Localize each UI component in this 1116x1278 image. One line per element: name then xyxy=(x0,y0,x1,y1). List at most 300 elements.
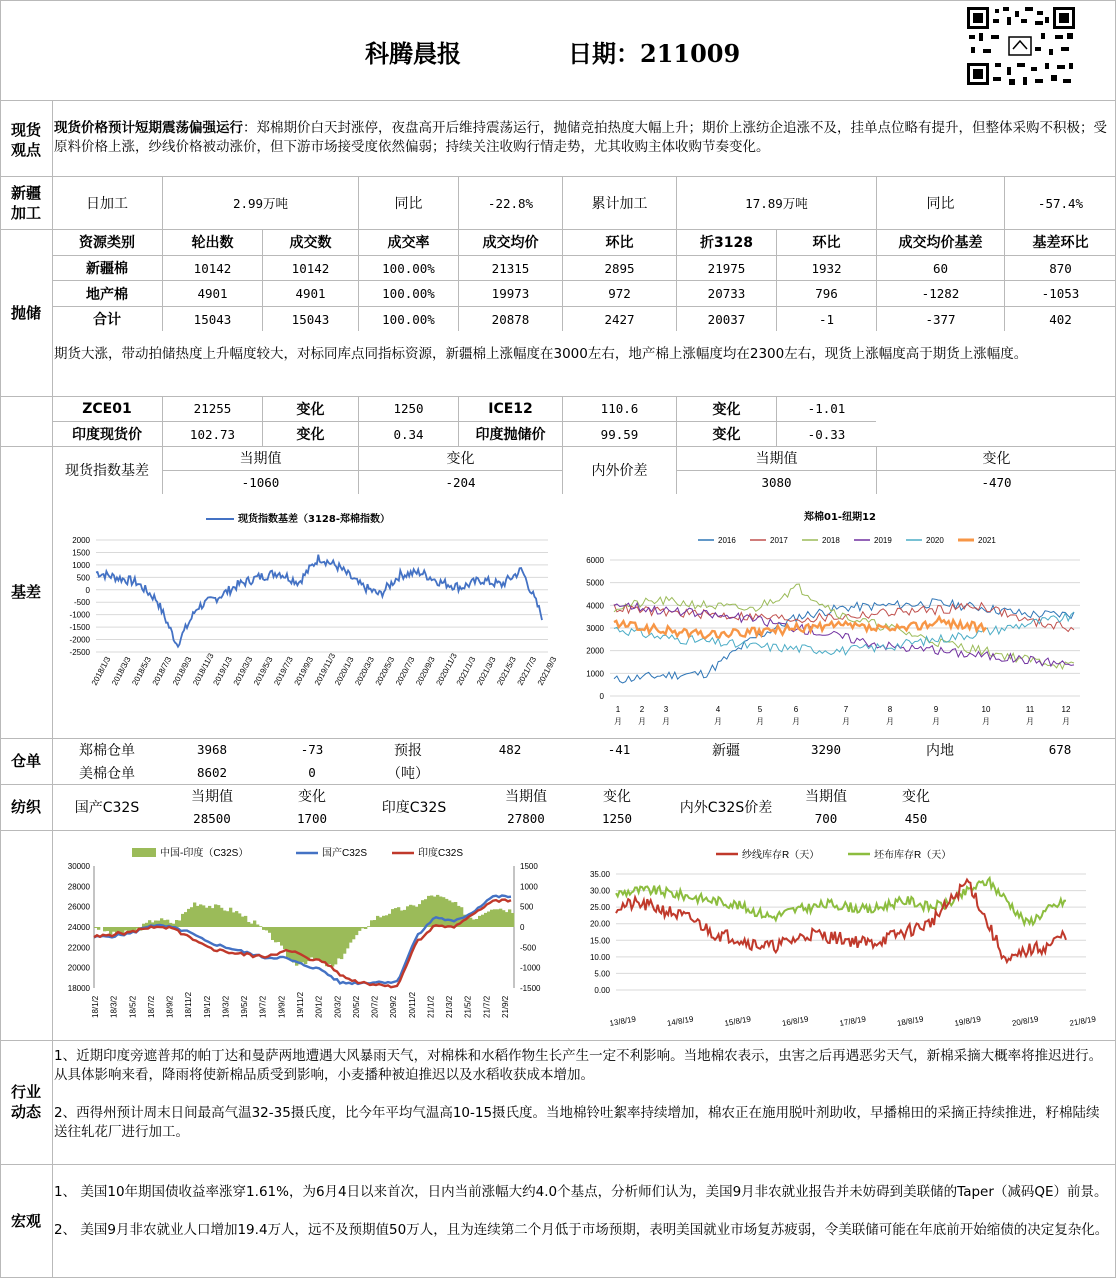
legend-label: 2020 xyxy=(926,536,944,545)
x-tick-label: 2018/11/3 xyxy=(191,651,216,687)
series-line xyxy=(616,878,1066,924)
bar xyxy=(175,920,178,927)
y-tick-label: 30000 xyxy=(67,862,90,871)
section-macro-label: 宏观 xyxy=(10,1212,41,1230)
y-tick-label: 1000 xyxy=(586,669,604,679)
bar xyxy=(421,900,424,927)
forecast-unit: （吨） xyxy=(387,765,429,782)
x-tick-label: 10 xyxy=(981,705,991,714)
reserve-cell: 21315 xyxy=(458,255,562,280)
reserve-cell: 10142 xyxy=(262,255,358,280)
bar xyxy=(187,909,190,927)
domestic-current-value: 28500 xyxy=(193,811,231,826)
bar xyxy=(454,902,457,927)
y2-tick-label: 0 xyxy=(520,923,525,932)
y2-tick-label: -500 xyxy=(520,943,537,953)
basis-table xyxy=(52,446,1116,494)
reserve-cell: 20037 xyxy=(676,306,776,331)
legend-label: 坯布库存R（天） xyxy=(874,850,952,861)
x-tick-label: 19/5/2 xyxy=(240,995,250,1018)
x-tick-label: 2020/7/3 xyxy=(393,655,417,687)
x-tick-label: 19/11/2 xyxy=(296,991,305,1018)
bar xyxy=(316,927,319,960)
x-tick-label: 2021/5/3 xyxy=(495,655,518,687)
bar xyxy=(265,927,268,930)
bar xyxy=(388,914,391,927)
futures-cell: 102.73 xyxy=(162,421,262,446)
bar xyxy=(364,927,367,929)
bar xyxy=(196,906,199,927)
reserve-cell: 972 xyxy=(562,280,676,306)
india-current-value: 27800 xyxy=(507,811,545,826)
bar xyxy=(235,911,238,927)
legend-label: 现货指数基差（3128-郑棉指数） xyxy=(238,514,390,525)
bar xyxy=(202,905,205,927)
bar xyxy=(394,908,397,927)
bar xyxy=(229,908,232,927)
bar xyxy=(373,920,376,927)
bar xyxy=(184,912,187,927)
x-tick-label: 月 xyxy=(756,717,764,726)
futures-cell: 21255 xyxy=(162,396,262,421)
x-tick-label: 2018/3/3 xyxy=(110,655,133,687)
textile-table xyxy=(52,784,1116,830)
x-tick-label: 月 xyxy=(1062,717,1070,726)
bar xyxy=(109,927,112,935)
bar xyxy=(205,908,208,927)
x-tick-label: 2021/3/3 xyxy=(475,655,498,687)
y-tick-label: 5.00 xyxy=(594,969,610,979)
us-receipt-value: 8602 xyxy=(196,765,228,780)
bar xyxy=(292,927,295,963)
reserve-header-cell: 环比 xyxy=(776,229,876,255)
basis-change-label: 变化 xyxy=(358,446,562,470)
y-tick-label: 0 xyxy=(85,585,90,595)
reserve-header-cell: 环比 xyxy=(562,229,676,255)
zce-receipt-label: 郑棉仓单 xyxy=(79,742,135,759)
y-tick-label: 3000 xyxy=(586,624,604,633)
bar xyxy=(286,927,289,958)
x-tick-label: 11 xyxy=(1025,705,1035,714)
bar xyxy=(223,911,226,928)
x-tick-label: 18/11/2 xyxy=(184,991,194,1018)
bar xyxy=(499,909,502,927)
india-change-label: 变化 xyxy=(603,788,631,805)
x-tick-label: 8 xyxy=(887,705,893,714)
futures-cell: 变化 xyxy=(676,421,776,446)
reserve-cell: 4901 xyxy=(262,280,358,306)
bar xyxy=(97,927,100,930)
y-tick-label: 24000 xyxy=(67,923,90,932)
section-industry-label: 行业动态 xyxy=(10,1083,41,1121)
y-tick-label: 0 xyxy=(599,692,604,701)
futures-cell: 0.34 xyxy=(358,421,458,446)
y-tick-label: 18000 xyxy=(67,984,90,993)
bar xyxy=(472,920,475,928)
x-tick-label: 18/9/2 xyxy=(165,995,175,1018)
x-tick-label: 20/3/2 xyxy=(333,995,343,1018)
us-receipt-change: 0 xyxy=(308,765,316,780)
reserve-header-cell: 成交率 xyxy=(358,229,458,255)
bar xyxy=(319,927,322,962)
bar xyxy=(406,906,409,927)
x-tick-label: 19/3/2 xyxy=(221,995,231,1018)
reserve-cell: 20878 xyxy=(458,306,562,331)
reserve-header-cell: 成交数 xyxy=(262,229,358,255)
reserve-header-cell: 成交均价 xyxy=(458,229,562,255)
inventory-ratio-chart xyxy=(570,840,1097,1032)
x-tick-label: 4 xyxy=(715,705,721,714)
bar xyxy=(469,918,472,927)
x-tick-label: 19/1/2 xyxy=(202,995,212,1018)
reserve-row-label: 合计 xyxy=(52,306,162,331)
legend-label: 印度C32S xyxy=(418,848,464,859)
bar xyxy=(226,911,229,927)
x-tick-label: 2019/11/3 xyxy=(312,651,338,687)
bar xyxy=(445,899,448,927)
futures-cell: 变化 xyxy=(262,421,358,446)
futures-cell: 印度现货价 xyxy=(52,421,162,446)
bar xyxy=(271,927,274,940)
futures-cell: ZCE01 xyxy=(82,400,132,417)
x-tick-label: 7 xyxy=(843,705,849,714)
basis-current-value: -1060 xyxy=(162,470,358,494)
bar xyxy=(190,907,193,927)
x-tick-label: 20/8/19 xyxy=(1011,1014,1040,1028)
bar xyxy=(208,906,211,927)
bar xyxy=(247,922,250,927)
x-tick-label: 月 xyxy=(1026,717,1034,726)
reserve-note: 期货大涨，带动拍储热度上升幅度较大，对标同库点同指标资源，新疆棉上涨幅度在3000左右，地产棉上涨幅度均在2300左右，现货上涨幅度高于期货上涨幅度。 xyxy=(54,346,1028,362)
bar xyxy=(484,913,487,927)
bar xyxy=(193,903,196,928)
bar xyxy=(379,917,382,927)
y-tick-label: 28000 xyxy=(67,882,90,892)
x-tick-label: 16/8/19 xyxy=(781,1014,810,1028)
y2-tick-label: -1000 xyxy=(520,963,541,973)
x-tick-label: 9 xyxy=(933,705,939,714)
x-tick-label: 月 xyxy=(714,717,722,726)
x-tick-label: 2018/5/3 xyxy=(130,655,153,687)
bar xyxy=(274,927,277,942)
bar xyxy=(262,927,265,930)
warehouse-table xyxy=(52,738,1116,784)
x-tick-label: 2021/9/3 xyxy=(535,655,559,687)
y-tick-label: 20000 xyxy=(67,963,90,973)
x-tick-label: 15/8/19 xyxy=(723,1014,752,1028)
report-title: 科腾晨报 xyxy=(365,39,461,68)
y2-tick-label: 1000 xyxy=(520,882,538,892)
bar xyxy=(451,902,454,927)
reserve-cell: 100.00% xyxy=(358,280,458,306)
reserve-cell: 2895 xyxy=(562,255,676,280)
india-current-label: 当期值 xyxy=(505,788,547,805)
y-tick-label: 20.00 xyxy=(589,919,610,929)
inland-receipt-label: 内地 xyxy=(926,742,954,759)
y-tick-label: -2500 xyxy=(69,648,90,657)
x-tick-label: 2020/9/3 xyxy=(414,655,437,687)
reserve-cell: 2427 xyxy=(562,306,676,331)
bar xyxy=(112,927,115,932)
x-tick-label: 月 xyxy=(886,717,894,726)
x-tick-label: 21/7/2 xyxy=(482,995,492,1018)
bar xyxy=(397,907,400,927)
inout-change-value: -470 xyxy=(876,470,1116,494)
yoy-label-2: 同比 xyxy=(876,177,1004,229)
x-tick-label: 2019/5/3 xyxy=(252,655,275,687)
reserve-cell: -377 xyxy=(876,306,1004,331)
c32s-price-chart xyxy=(52,840,560,1032)
reserve-cell: 4901 xyxy=(162,280,262,306)
x-tick-label: 2 xyxy=(639,705,645,714)
inout-current-value: 3080 xyxy=(676,470,876,494)
daily-processing-label: 日加工 xyxy=(86,196,128,212)
x-tick-label: 20/11/2 xyxy=(407,991,417,1018)
futures-cell: 变化 xyxy=(262,396,358,421)
zce-receipt-value: 3968 xyxy=(196,742,228,757)
x-tick-label: 2020/3/3 xyxy=(353,655,376,687)
inland-receipt-value: 678 xyxy=(1048,742,1072,757)
bar xyxy=(298,927,301,964)
series-line xyxy=(614,603,1074,666)
xinjiang-receipt-value: 3290 xyxy=(810,742,842,757)
inout-c32s-label: 内外C32S价差 xyxy=(679,800,773,816)
x-tick-label: 18/3/2 xyxy=(109,995,119,1018)
bar xyxy=(106,927,109,931)
reserve-cell: 100.00% xyxy=(358,255,458,280)
bar xyxy=(442,897,445,927)
zce-receipt-change: -73 xyxy=(300,742,324,757)
x-tick-label: 2019/1/3 xyxy=(211,655,235,687)
section-warehouse-label: 仓单 xyxy=(10,752,41,770)
bar xyxy=(94,927,97,928)
bar xyxy=(448,901,451,928)
x-tick-label: 2020/11/3 xyxy=(434,651,459,687)
domestic-c32s-label: 国产C32S xyxy=(74,800,140,816)
reserve-header-cell: 折3128 xyxy=(676,229,776,255)
daily-processing-value: 2.99万吨 xyxy=(162,177,358,229)
futures-table xyxy=(52,396,1116,446)
bar xyxy=(385,915,388,927)
reserve-cell: -1282 xyxy=(876,280,1004,306)
bar xyxy=(289,927,292,959)
bar xyxy=(328,927,331,964)
bar xyxy=(505,912,508,927)
x-tick-label: 19/7/2 xyxy=(258,995,268,1018)
y2-tick-label: -1500 xyxy=(520,984,541,993)
reserve-cell: 100.00% xyxy=(358,306,458,331)
bar xyxy=(256,925,259,928)
legend-label: 2021 xyxy=(978,536,996,545)
bar xyxy=(310,927,313,957)
y-tick-label: -1000 xyxy=(69,610,90,620)
y-tick-label: 2000 xyxy=(72,536,90,545)
bar xyxy=(217,905,220,927)
bar xyxy=(334,927,337,964)
x-tick-label: 月 xyxy=(662,717,670,726)
section-xinjiang-label: 新疆加工 xyxy=(10,184,41,222)
legend-swatch xyxy=(132,848,156,857)
bar xyxy=(361,927,364,928)
bar xyxy=(493,909,496,927)
x-tick-label: 2019/3/3 xyxy=(231,655,255,687)
bar xyxy=(244,916,247,927)
legend-label: 纱线库存R（天） xyxy=(742,850,820,861)
inout-c32s-current-label: 当期值 xyxy=(805,788,847,805)
forecast-value: 482 xyxy=(498,742,522,757)
y-tick-label: 0.00 xyxy=(594,986,610,995)
reserve-cell: -1053 xyxy=(1004,280,1116,306)
bar xyxy=(346,927,349,948)
x-tick-label: 19/9/2 xyxy=(277,995,287,1018)
futures-cell: 印度抛储价 xyxy=(458,421,562,446)
y-tick-label: 10.00 xyxy=(589,952,610,962)
futures-cell: -0.33 xyxy=(776,421,876,446)
cumulative-processing-value: 17.89万吨 xyxy=(676,177,876,229)
bar xyxy=(220,908,223,927)
bar xyxy=(214,904,217,927)
y-tick-label: 26000 xyxy=(67,902,90,912)
bar xyxy=(295,927,298,966)
macro-news-2: 2、 美国9月非农就业人口增加19.4万人，远不及预期值50万人，且为连续第二个月低于市场预期，表明美国就业市场复苏疲弱，令美联储可能在年底前开始缩债的决定复杂化。 xyxy=(54,1222,1109,1238)
legend-label: 2016 xyxy=(718,536,736,545)
section-spot-label: 现货观点 xyxy=(10,121,41,159)
x-tick-label: 18/5/2 xyxy=(128,995,138,1018)
legend-label: 2018 xyxy=(822,536,840,545)
series-line xyxy=(614,612,1074,655)
reserve-cell: 870 xyxy=(1004,255,1116,280)
bar xyxy=(490,910,493,927)
bar xyxy=(481,915,484,927)
reserve-cell: 796 xyxy=(776,280,876,306)
bar xyxy=(376,916,379,927)
x-tick-label: 13/8/19 xyxy=(608,1014,637,1028)
cumulative-processing-label: 累计加工 xyxy=(562,177,676,229)
bar xyxy=(322,927,325,961)
bar xyxy=(238,913,241,927)
x-tick-label: 2020/5/3 xyxy=(373,655,397,687)
bar xyxy=(232,912,235,927)
reserve-table xyxy=(52,229,1116,331)
bar xyxy=(268,927,271,933)
bar xyxy=(418,904,421,927)
futures-cell: 变化 xyxy=(676,396,776,421)
x-tick-label: 20/9/2 xyxy=(389,995,399,1018)
y-tick-label: 22000 xyxy=(67,943,90,953)
reserve-cell: 10142 xyxy=(162,255,262,280)
y-tick-label: 2000 xyxy=(586,646,604,656)
x-tick-label: 3 xyxy=(663,705,669,714)
bar xyxy=(370,920,373,927)
y-tick-label: -2000 xyxy=(69,635,90,645)
y2-tick-label: 1500 xyxy=(520,862,538,871)
bar xyxy=(511,913,514,927)
bar xyxy=(439,897,442,928)
bar xyxy=(433,897,436,927)
x-tick-label: 2019/7/3 xyxy=(272,655,295,687)
x-tick-label: 17/8/19 xyxy=(838,1014,867,1028)
basis-current-label: 当期值 xyxy=(162,446,358,470)
x-tick-label: 14/8/19 xyxy=(666,1014,695,1028)
report-date: 日期：211009 xyxy=(568,39,741,68)
bar xyxy=(325,927,328,966)
zce-ice-spread-chart xyxy=(570,500,1090,732)
domestic-change-value: 1700 xyxy=(296,811,328,826)
legend-label: 2019 xyxy=(874,536,892,545)
spot-index-basis-chart xyxy=(52,500,560,732)
inout-c32s-current-value: 700 xyxy=(814,811,838,826)
series-line xyxy=(614,584,1074,669)
bar xyxy=(277,927,280,942)
bar xyxy=(241,917,244,927)
domestic-current-label: 当期值 xyxy=(191,788,233,805)
header xyxy=(0,0,1116,100)
y-tick-label: -500 xyxy=(73,598,90,608)
legend-label: 中国-印度（C32S） xyxy=(160,848,249,859)
spot-view-body: ：郑棉期价白天封涨停，夜盘高开后维持震荡运行，抛储竞拍热度大幅上升；期价上涨纺企追涨不及，挂单点位略有提升，但整体采购不积极；受原料价格上涨，纱线价格被动涨价，但下游市场接受度依然偏弱；持续关注收购行情走势，尤其收购主体收购节奏变化。 xyxy=(54,120,1107,155)
reserve-row-label: 地产棉 xyxy=(52,280,162,306)
bar xyxy=(352,927,355,939)
x-tick-label: 月 xyxy=(842,717,850,726)
x-tick-label: 21/9/2 xyxy=(501,995,510,1018)
bar xyxy=(253,921,256,928)
bar xyxy=(355,927,358,935)
inout-current-label: 当期值 xyxy=(676,446,876,470)
basis-change-value: -204 xyxy=(358,470,562,494)
qr-code-icon xyxy=(965,5,1077,87)
bar xyxy=(502,910,505,927)
futures-cell: ICE12 xyxy=(458,396,562,421)
bar xyxy=(496,909,499,927)
x-tick-label: 21/1/2 xyxy=(426,995,436,1018)
x-tick-label: 2021/7/3 xyxy=(515,655,539,687)
bar xyxy=(358,927,361,931)
section-basis-label: 基差 xyxy=(10,583,41,601)
bar xyxy=(337,927,340,958)
bar xyxy=(283,927,286,949)
inout-c32s-change-label: 变化 xyxy=(902,788,930,805)
reserve-cell: 19973 xyxy=(458,280,562,306)
inout-change-label: 变化 xyxy=(876,446,1116,470)
bar xyxy=(349,927,352,943)
x-tick-label: 21/5/2 xyxy=(463,995,473,1018)
legend-label: 国产C32S xyxy=(322,848,368,859)
reserve-header-cell: 基差环比 xyxy=(1004,229,1116,255)
section-reserve-label: 抛储 xyxy=(10,304,41,322)
bar xyxy=(280,927,283,946)
y-tick-label: 25.00 xyxy=(589,903,610,913)
x-tick-label: 20/7/2 xyxy=(370,995,380,1018)
x-tick-label: 月 xyxy=(982,717,990,726)
bar xyxy=(475,919,478,927)
y-tick-label: 6000 xyxy=(586,556,604,565)
bar xyxy=(409,905,412,927)
y-tick-label: 1000 xyxy=(72,560,90,570)
reserve-cell: 1932 xyxy=(776,255,876,280)
bar xyxy=(403,910,406,927)
bar xyxy=(103,927,106,931)
bar xyxy=(412,905,415,927)
bar xyxy=(508,909,511,927)
y-tick-label: 5000 xyxy=(586,578,604,588)
x-tick-label: 5 xyxy=(757,705,763,714)
x-tick-label: 1 xyxy=(615,705,621,714)
india-change-value: 1250 xyxy=(601,811,633,826)
x-tick-label: 21/8/19 xyxy=(1068,1014,1097,1028)
bar xyxy=(331,927,334,967)
bar xyxy=(250,924,253,927)
futures-cell: 99.59 xyxy=(562,421,676,446)
